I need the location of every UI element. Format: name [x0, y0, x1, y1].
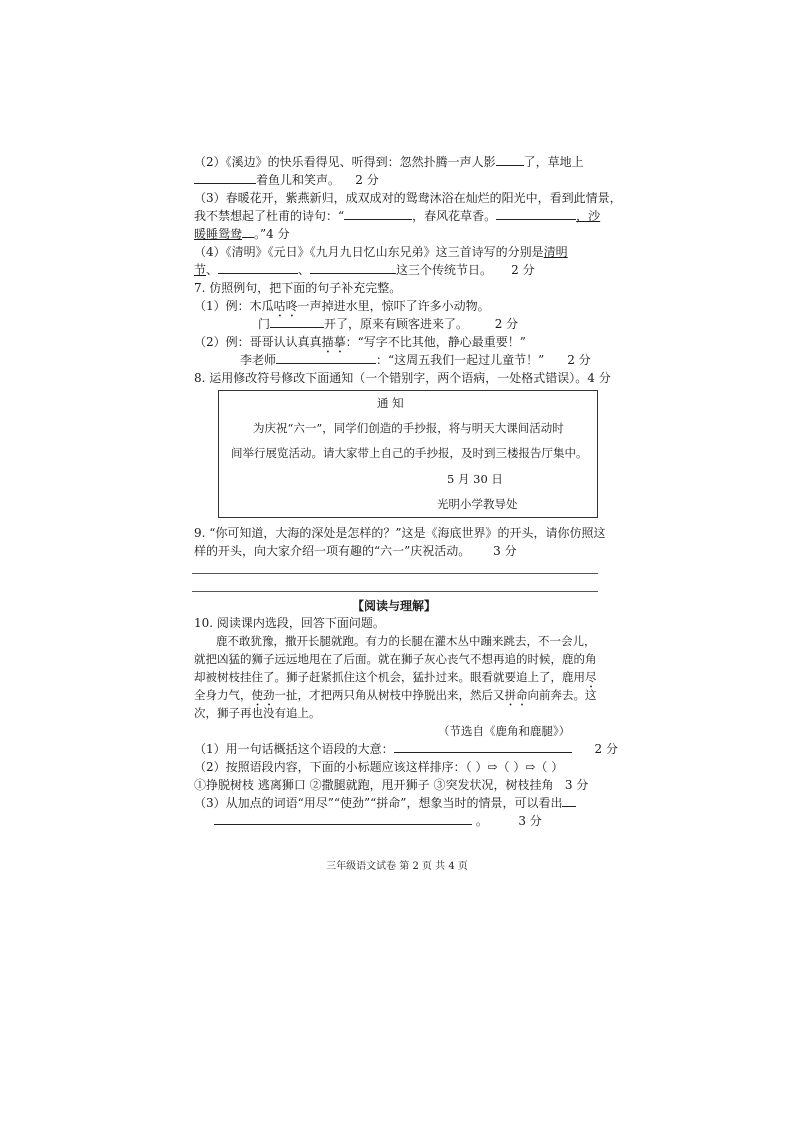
blank	[218, 261, 298, 274]
blank	[194, 171, 256, 184]
blank	[242, 225, 254, 238]
passage-source: （节选自《鹿角和鹿腿》）	[438, 724, 571, 738]
passage-line5: 次，狮子再也没有追上。	[194, 706, 321, 720]
q6-part2-line2: 着鱼儿和笑声。 2 分	[194, 171, 379, 189]
notice-signature: 光明小学教导处	[437, 497, 518, 511]
q7-fill1: 门 开了，原来有顾客进来了。 2 分	[258, 317, 519, 331]
q6-part4-line1: （4）《清明》《元日》《九月九日忆山东兄弟》这三首诗写的分别是清明	[194, 245, 568, 259]
q10-title: 10. 阅读课内选段，回答下面问题。	[194, 616, 385, 630]
notice-line2: 间举行展览活动。请大家带上自己的手抄报，及时到三楼报告厅集中。	[231, 446, 588, 460]
q7-fill2: 李老师 ：“这周五我们一起过儿童节！” 2 分	[240, 353, 591, 367]
passage-line4: 全身力气，使劲一扯，才把两只角从树枝中挣脱出来，然后又拼命向前奔去。这	[194, 688, 597, 702]
q10-sub3: （3）从加点的词语“用尽”“使劲”“拼命”，想象当时的情景，可以看出	[194, 794, 576, 812]
passage-line2: 就把凶猛的狮子远远地甩在了后面。就在狮子灰心丧气不想再追的时候，鹿的角	[194, 652, 597, 666]
q7-title: 7. 仿照例句，把下面的句子补充完整。	[194, 281, 402, 295]
q9-line2: 样的开头，向大家介绍一项有趣的“六一”庆祝活动。 3 分	[194, 544, 517, 558]
answer-line	[192, 591, 598, 592]
notice-line1: 为庆祝“六一”，同学们创造的手抄报，将与明天大课间活动时	[253, 421, 564, 435]
blank	[276, 351, 376, 364]
blank	[562, 794, 576, 807]
q10-sub3-line2: 。 3 分	[214, 812, 542, 830]
blank	[270, 315, 324, 328]
notice-title: 通 知	[377, 396, 404, 410]
q6-part3-line3: 暖睡鸳鸯 。”4 分	[194, 227, 290, 241]
blank	[310, 261, 396, 274]
section-heading: 【阅读与理解】	[352, 599, 437, 613]
answer-line	[192, 573, 598, 574]
q6-part3-line2: 我不禁想起了杜甫的诗句：“ ，春风花草香。 ，沙	[194, 209, 601, 223]
q6-part2-line1: （2）《溪边》的快乐看得见、听得到：忽然扑腾一声人影 了，草地上	[194, 155, 584, 169]
blank	[214, 812, 472, 825]
passage-line1: 鹿不敢犹豫，撒开长腿就跑。有力的长腿在灌木丛中蹦来跳去，不一会儿，	[216, 634, 596, 648]
q10-sub2: （2）按照语段内容，下面的小标题应该这样排序：（ ）⇨（ ）⇨（ ）	[194, 760, 564, 774]
q8-title: 8. 运用修改符号修改下面通知（一个错别字，两个语病，一处格式错误）。4 分	[194, 371, 611, 385]
blank	[344, 207, 412, 220]
blank	[394, 740, 572, 753]
blank	[496, 153, 524, 166]
q10-sub1: （1）用一句话概括这个语段的大意： 2 分	[194, 742, 618, 756]
q6-part3-line1: （3）春暖花开，紫燕新归，成双成对的鸳鸯沐浴在灿烂的阳光中，看到此情景，	[194, 191, 622, 205]
q6-part4-line2: 节、 、 这三个传统节日。 2 分	[194, 263, 535, 277]
q7-example2: （2）例：哥哥认认真真描摹：“写字不比其他，静心最重要！”	[194, 335, 526, 349]
page-footer: 三年级语文试卷 第 2 页 共 4 页	[326, 861, 468, 872]
passage-line3: 却被树枝挂住了。狮子赶紧抓住这个机会，猛扑过来。眼看就要追上了，鹿用尽	[194, 670, 597, 684]
notice-date: 5 月 30 日	[447, 472, 503, 486]
notice-box	[218, 390, 598, 518]
blank	[496, 207, 576, 220]
q9-line1: 9. “你可知道，大海的深处是怎样的？”这是《海底世界》的开头，请你仿照这	[194, 526, 606, 540]
q10-sub2-options: ①挣脱树枝 逃离狮口 ②撒腿就跑，甩开狮子 ③突发状况，树枝挂角 3 分	[194, 778, 589, 792]
q7-example1: （1）例：木瓜咕咚一声掉进水里，惊吓了许多小动物。	[194, 299, 490, 313]
